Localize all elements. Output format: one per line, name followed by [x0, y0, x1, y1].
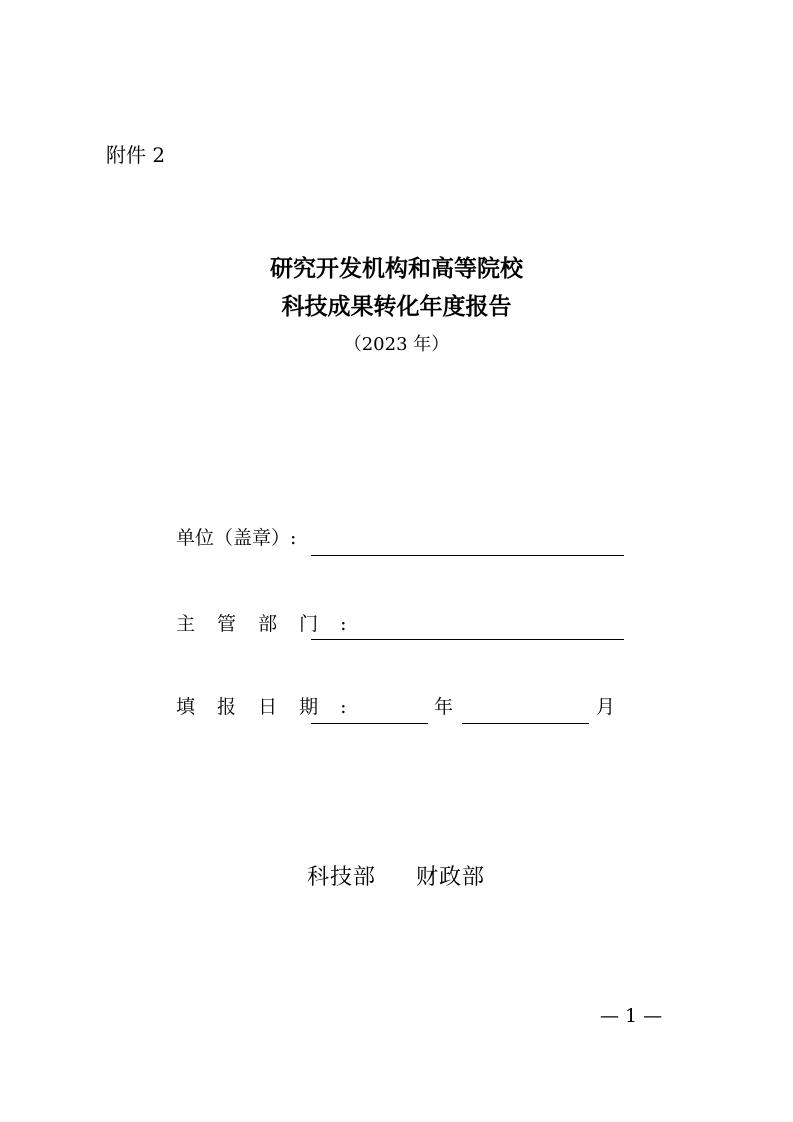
issuer-ministry-of-finance: 财政部 [416, 865, 486, 890]
date-label: 填 报 日 期 : [176, 696, 355, 718]
report-title-line1: 研究开发机构和高等院校 [270, 255, 523, 282]
report-year: （2023 年） [343, 334, 450, 355]
department-underline[interactable] [311, 639, 624, 640]
date-year-underline[interactable] [311, 723, 428, 724]
department-label: 主 管 部 门 : [176, 613, 355, 635]
unit-underline[interactable] [311, 555, 624, 556]
date-month-underline[interactable] [462, 723, 589, 724]
attachment-label: 附件 2 [106, 143, 166, 167]
unit-label: 单位（盖章）: [176, 527, 297, 549]
page-number: — 1 — [600, 1005, 663, 1027]
date-month-suffix: 月 [596, 696, 616, 718]
issuer-ministry-of-science: 科技部 [307, 865, 377, 890]
date-year-suffix: 年 [434, 696, 454, 718]
report-title-line2: 科技成果转化年度报告 [281, 293, 512, 320]
